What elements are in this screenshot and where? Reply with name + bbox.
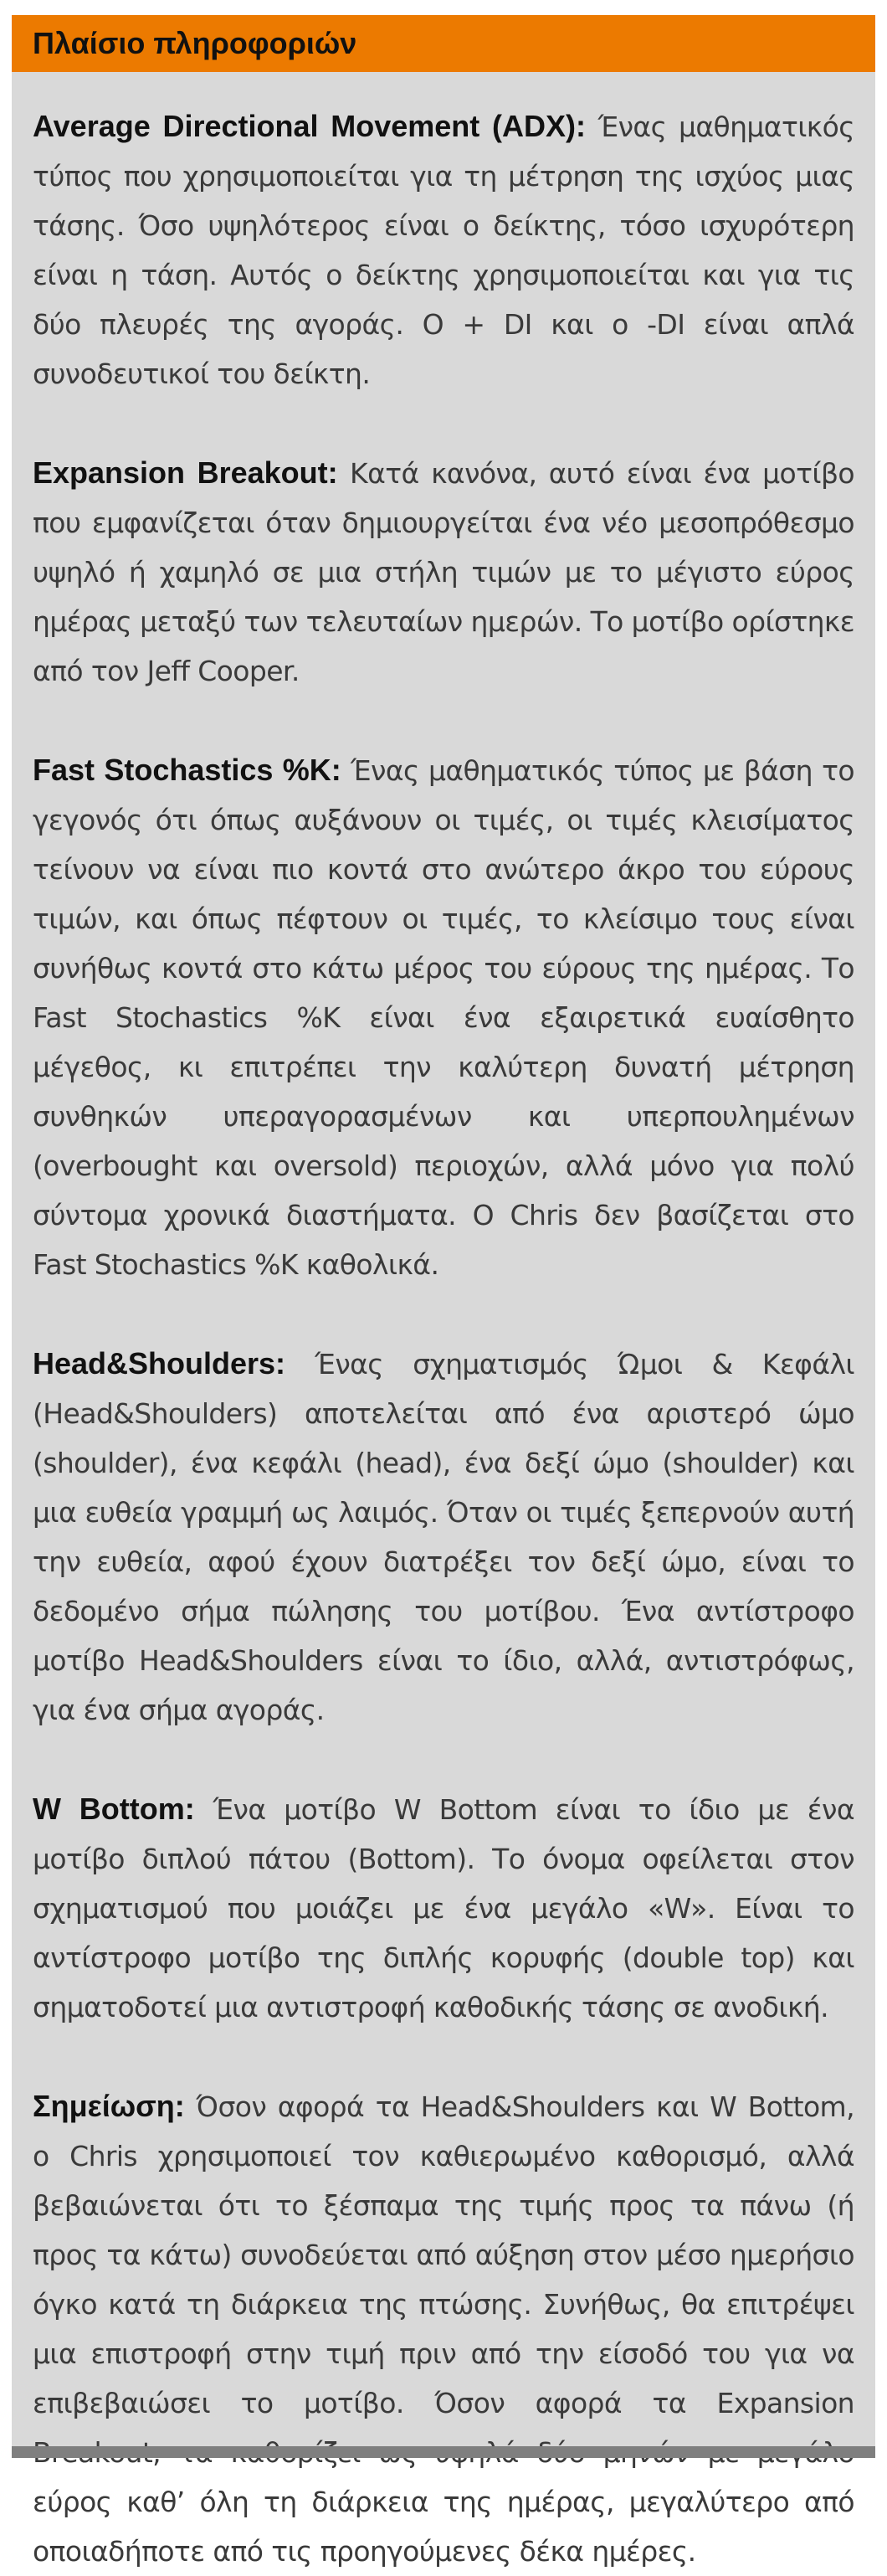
glossary-term: Fast Stochastics %K:	[33, 753, 341, 787]
glossary-term: Σημείωση:	[33, 2089, 185, 2123]
glossary-term: W Bottom:	[33, 1792, 195, 1826]
glossary-definition: Ένα μοτίβο W Bottom είναι το ίδιο με ένα μοτίβο διπλού πάτου (Bottom). Το όνομα οφείλεται στον σχηματισμού που μοιάζει με ένα μεγάλο «W». Είναι το αντίστροφο μοτίβο της διπλής κορυφής (double top) και σηματοδοτεί μια αντιστροφή καθοδικής τάσης σε ανοδική.	[33, 1793, 855, 2023]
glossary-entry-adx	[33, 101, 854, 398]
glossary-definition: Όσον αφορά τα Head&Shoulders και W Bottom, ο Chris χρησιμοποιεί τον καθιερωμένο καθορισμό, αλλά βεβαιώνεται ότι το ξέσπαμα της τιμής προς τα πάνω (ή προς τα κάτω) συνοδεύεται από αύξηση στον μέσο ημερήσιο όγκο κατά τη διάρκεια της πτώσης. Συνήθως, θα επιτρέψει μια επιστροφή στην τιμή πριν από την είσοδό του για να επιβεβαιώσει το μοτίβο. Όσον αφορά τα Expansion εύρος καθ’ όλη τη διάρκεια της ημέρας, μεγαλύτερο από οποιαδήποτε από τις προηγούμενες δέκα ημέρες.	[33, 2090, 854, 2568]
glossary-entry-head-shoulders	[33, 1339, 854, 1735]
glossary-definition: Κατά κανόνα, αυτό είναι ένα μοτίβο που εμφανίζεται όταν δημιουργείται ένα νέο μεσοπρόθεσμο υψηλό ή χαμηλό σε μια στήλη τιμών με το μέγιστο εύρος ημέρας μεταξύ των τελευταίων ημερών. Το μοτίβο ορίστηκε από τον Jeff Cooper.	[33, 457, 854, 687]
glossary-entry-fast-stochastics	[33, 745, 854, 1289]
glossary-term: Head&Shoulders:	[33, 1346, 286, 1381]
glossary-content	[33, 101, 854, 2576]
bottom-border-bar	[12, 2446, 875, 2458]
glossary-entry-w-bottom	[33, 1784, 854, 2032]
glossary-term: Average Directional Movement (ADX):	[33, 109, 586, 143]
glossary-entry-note	[33, 2081, 854, 2576]
glossary-definition: Ένας μαθηματικός τύπος με βάση το γεγονός ότι όπως αυξάνουν οι τιμές, οι τιμές κλεισίματος τείνουν να είναι πιο κοντά στο ανώτερο άκρο του εύρους τιμών, και όπως πέφτουν οι τιμές, το κλείσιμο τους είναι συνήθως κοντά στο κάτω μέρος του εύρους της ημέρας. Το Fast Stochastics %K είναι ένα εξαιρετικά ευαίσθητο μέγεθος, κι επιτρέπει την καλύτερη δυνατή μέτρηση συνθηκών υπεραγορασμένων και υπερπουλημένων (overbought και oversold) περιοχών, αλλά μόνο για πολύ σύντομα χρονικά διαστήματα. Ο Chris δεν βασίζεται στο Fast Stochastics %K καθολικά.	[33, 754, 855, 1281]
glossary-term: Expansion Breakout:	[33, 455, 338, 490]
info-box	[12, 15, 875, 2568]
glossary-entry-expansion-breakout	[33, 448, 854, 696]
glossary-definition: Ένας σχηματισμός Ώμοι & Κεφάλι (Head&Shoulders) αποτελείται από ένα αριστερό ώμο (shoulder), ένα κεφάλι (head), ένα δεξί ώμο (shoulder) και μια ευθεία γραμμή ως λαιμός. Όταν οι τιμές ξεπερνούν αυτή την ευθεία, αφού έχουν διατρέξει τον δεξί ώμο, είναι το δεδομένο σήμα πώλησης του μοτίβου. Ένα αντίστροφο μοτίβο Head&Shoulders είναι το ίδιο, αλλά, αντιστρόφως, για ένα σήμα αγοράς.	[33, 1348, 855, 1726]
info-box-title: Πλαίσιο πληροφοριών	[12, 15, 875, 72]
glossary-definition: Ένας μαθηματικός τύπος που χρησιμοποιείται για τη μέτρηση της ισχύος μιας τάσης. Όσο υψηλότερος είναι ο δείκτης, τόσο ισχυρότερη είναι η τάση. Αυτός ο δείκτης χρησιμοποιείται και για τις δύο πλευρές της αγοράς. Ο + DI και ο -DI είναι απλά συνοδευτικοί του δείκτη.	[33, 111, 854, 390]
